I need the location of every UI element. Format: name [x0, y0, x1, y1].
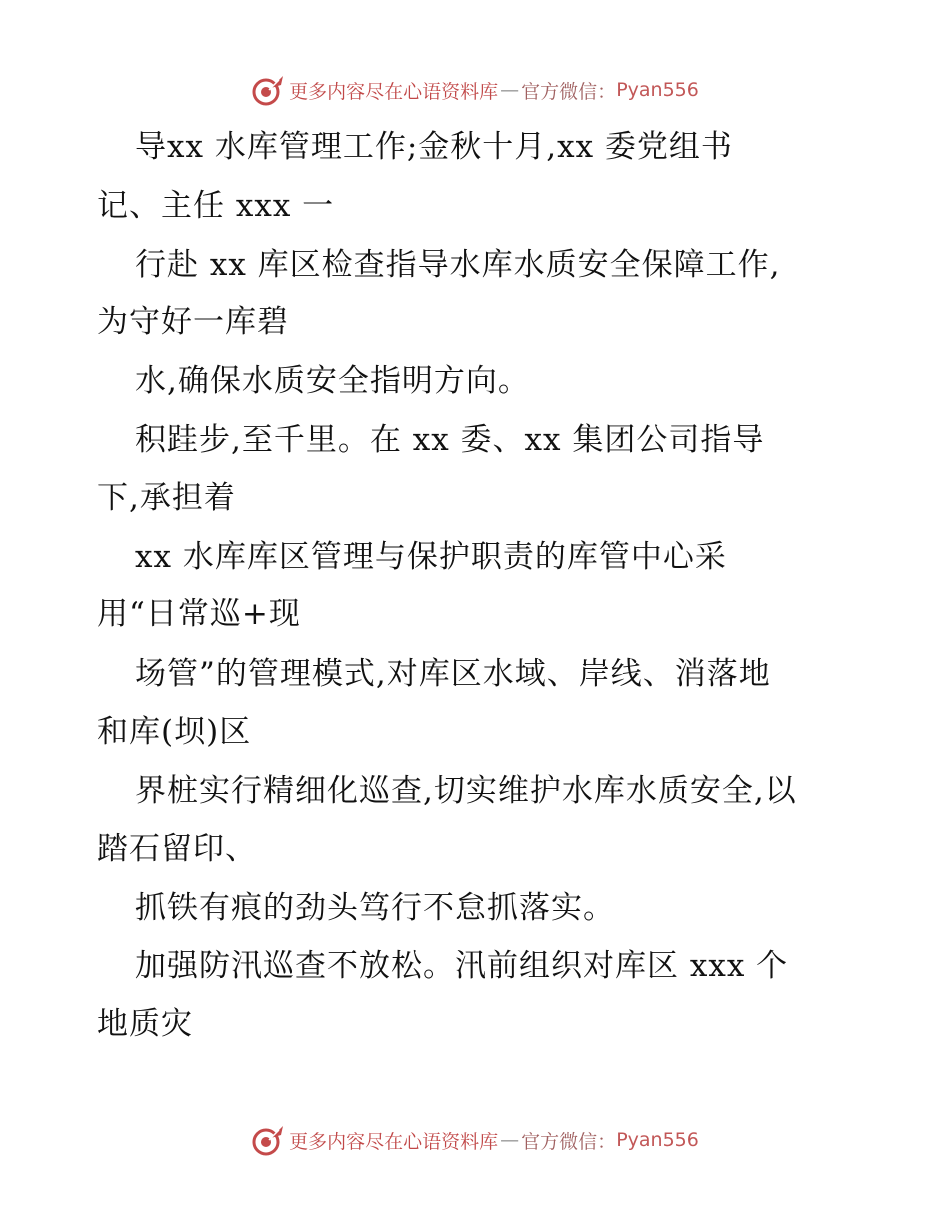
text-line: 场管”的管理模式,对库区水域、岸线、消落地	[135, 656, 771, 692]
text-line: 为守好一库碧	[97, 304, 289, 340]
text-line: 积跬步,至千里。在 xx 委、xx 集团公司指导	[135, 422, 765, 458]
watermark-wechat-id: Pyan556	[616, 79, 699, 101]
text-line: 行赴 xx 库区检查指导水库水质安全保障工作,	[135, 247, 781, 283]
watermark-brand-text: 更多内容尽在心语资料库	[289, 80, 499, 103]
text-line: 用“日常巡+现	[97, 596, 301, 632]
text-line: 水,确保水质安全指明方向。	[135, 363, 530, 399]
watermark-brand-text: 更多内容尽在心语资料库	[289, 1130, 499, 1153]
text-line: 地质灾	[97, 1006, 193, 1042]
text-line: 抓铁有痕的劲头笃行不怠抓落实。	[135, 890, 615, 926]
watermark-label: 官方微信：	[521, 80, 617, 103]
watermark-separator: —	[500, 79, 520, 101]
text-line: 踏石留印、	[97, 831, 257, 867]
watermark-wechat-id: Pyan556	[616, 1129, 699, 1151]
text-line: 界桩实行精细化巡查,切实维护水库水质安全,以	[135, 773, 797, 809]
text-line: 加强防汛巡查不放松。汛前组织对库区 xxx 个	[135, 948, 789, 984]
text-line: 下,承担着	[97, 480, 236, 516]
text-line: 记、主任 xxx 一	[97, 188, 335, 224]
quill-seal-icon	[251, 1123, 285, 1157]
text-line: 导xx 水库管理工作;金秋十月,xx 委党组书	[135, 129, 733, 165]
text-line: xx 水库库区管理与保护职责的库管中心采	[135, 539, 727, 575]
footer-watermark	[0, 1120, 950, 1160]
text-line: 和库(坝)区	[97, 714, 252, 750]
watermark-separator: —	[500, 1129, 520, 1151]
watermark-label: 官方微信：	[521, 1130, 617, 1153]
